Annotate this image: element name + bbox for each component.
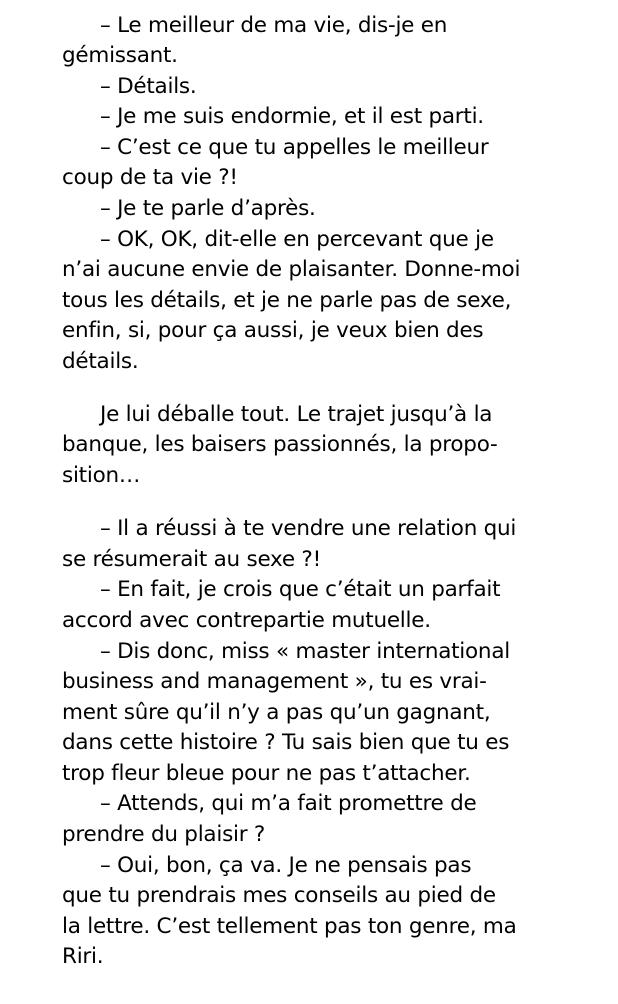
text-line: – Détails. [100,74,197,99]
text-line: détails. [62,349,139,374]
text-line: – Le meilleur de ma vie, dis-je en [100,13,448,38]
text-line: sition… [62,463,141,488]
text-line: Je lui déballe tout. Le trajet jusqu’à la [100,402,493,427]
text-line: – Attends, qui m’a fait promettre de [100,791,477,816]
text-line: se résumerait au sexe ?! [62,547,321,572]
text-line: prendre du plaisir ? [62,822,266,847]
text-line: enfin, si, pour ça aussi, je veux bien des [62,318,484,343]
text-line: que tu prendrais mes conseils au pied de [62,883,496,908]
text-line: – Dis donc, miss « master international [100,639,510,664]
text-line: Riri. [62,944,104,969]
text-line: n’ai aucune envie de plaisanter. Donne-moi [62,257,521,282]
text-line: coup de ta vie ?! [62,165,238,190]
text-line: accord avec contrepartie mutuelle. [62,608,431,633]
text-line: ment sûre qu’il n’y a pas qu’un gagnant, [62,700,491,725]
text-line: – En fait, je crois que c’était un parfait [100,577,501,602]
text-line: – Je me suis endormie, et il est parti. [100,104,484,129]
text-line: la lettre. C’est tellement pas ton genre, ma [62,914,517,939]
text-line: trop fleur bleue pour ne pas t’attacher. [62,761,471,786]
text-line: dans cette histoire ? Tu sais bien que tu es [62,730,510,755]
text-line: – Je te parle d’après. [100,196,316,221]
text-line: business and management », tu es vrai- [62,669,487,694]
text-line: banque, les baisers passionnés, la propo- [62,432,498,457]
text-line: – C’est ce que tu appelles le meilleur [100,135,489,160]
text-line: – Oui, bon, ça va. Je ne pensais pas [100,853,472,878]
text-line: tous les détails, et je ne parle pas de sexe, [62,288,512,313]
text-line: – Il a réussi à te vendre une relation qui [100,516,517,541]
text-line: gémissant. [62,43,178,68]
text-line: – OK, OK, dit-elle en percevant que je [100,227,494,252]
